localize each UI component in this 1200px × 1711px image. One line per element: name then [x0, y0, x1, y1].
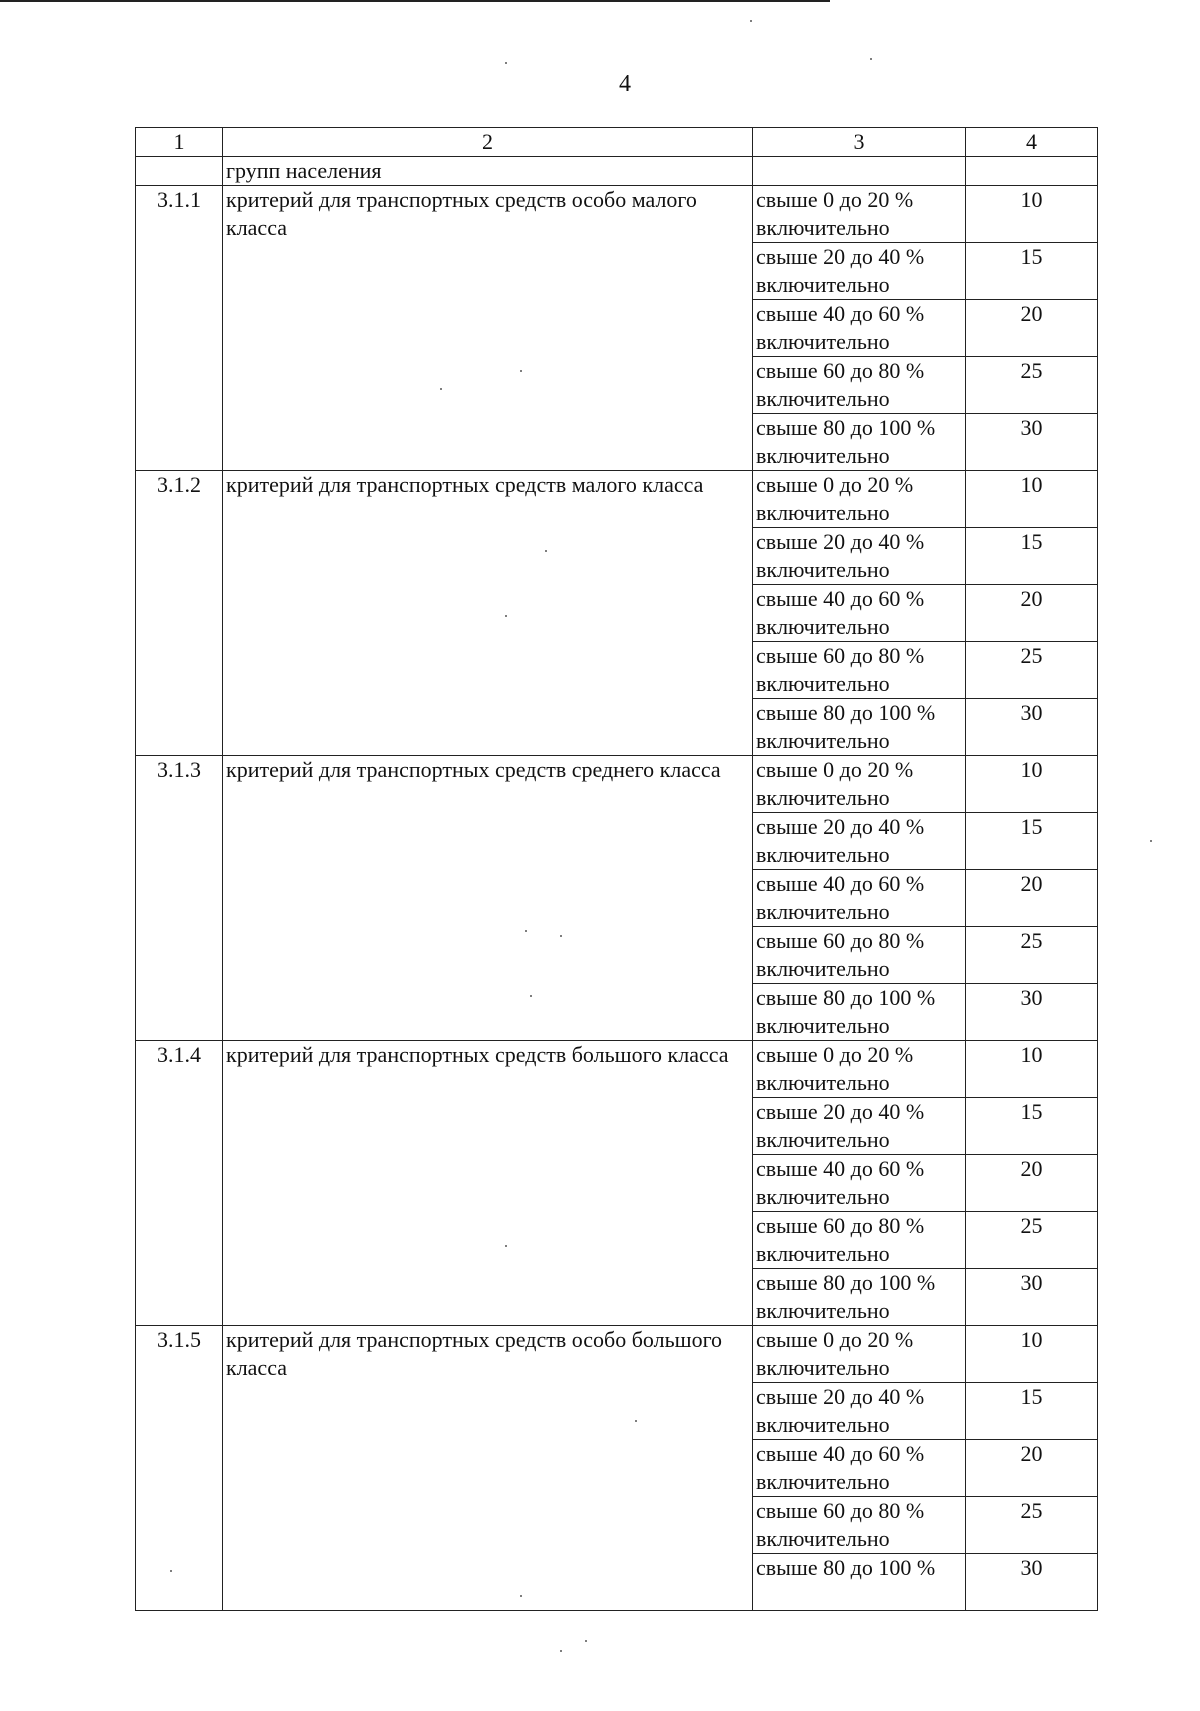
- scan-speck: [530, 995, 532, 997]
- table-row: [136, 186, 1098, 243]
- column-header-3: 3: [753, 128, 966, 157]
- score-cell: 20: [966, 1155, 1098, 1212]
- score-cell: 30: [966, 1554, 1098, 1611]
- scan-speck: [750, 20, 752, 22]
- scan-speck: [520, 1595, 522, 1597]
- scan-speck: [525, 930, 527, 932]
- score-cell: 15: [966, 243, 1098, 300]
- criterion-description: критерий для транспортных средств большого класса: [223, 1041, 753, 1326]
- column-header-1: 1: [136, 128, 223, 157]
- score-cell: 25: [966, 1212, 1098, 1269]
- table-header-row: [136, 128, 1098, 157]
- scan-speck: [170, 1570, 172, 1572]
- range-cell: свыше 0 до 20 % включительно: [753, 186, 966, 243]
- score-cell: 10: [966, 1041, 1098, 1098]
- score-cell: 30: [966, 414, 1098, 471]
- score-cell: 30: [966, 699, 1098, 756]
- score-cell: 20: [966, 870, 1098, 927]
- scan-speck: [585, 1640, 587, 1642]
- score-cell: 10: [966, 471, 1098, 528]
- criterion-number: 3.1.2: [136, 471, 223, 756]
- score-cell: 10: [966, 756, 1098, 813]
- score-cell: 20: [966, 300, 1098, 357]
- score-cell: 25: [966, 642, 1098, 699]
- continuation-value-cell: [966, 157, 1098, 186]
- score-cell: 20: [966, 1440, 1098, 1497]
- criterion-number: 3.1.3: [136, 756, 223, 1041]
- range-cell: свыше 60 до 80 % включительно: [753, 1497, 966, 1554]
- criterion-description: критерий для транспортных средств среднего класса: [223, 756, 753, 1041]
- score-cell: 30: [966, 1269, 1098, 1326]
- score-cell: 15: [966, 813, 1098, 870]
- range-cell: свыше 20 до 40 % включительно: [753, 528, 966, 585]
- range-cell: свыше 60 до 80 % включительно: [753, 1212, 966, 1269]
- criterion-description: критерий для транспортных средств особо малого класса: [223, 186, 753, 471]
- table-row: [136, 756, 1098, 813]
- criteria-table: [135, 127, 1098, 1611]
- range-cell: свыше 60 до 80 % включительно: [753, 642, 966, 699]
- range-cell: свыше 80 до 100 % включительно: [753, 699, 966, 756]
- criteria-table-body: [136, 128, 1098, 1611]
- continuation-range-cell: [753, 157, 966, 186]
- table-row: [136, 471, 1098, 528]
- score-cell: 25: [966, 1497, 1098, 1554]
- range-cell: свыше 0 до 20 % включительно: [753, 1041, 966, 1098]
- criterion-number: 3.1.5: [136, 1326, 223, 1611]
- criterion-number: 3.1.1: [136, 186, 223, 471]
- scan-speck: [635, 1420, 637, 1422]
- column-header-4: 4: [966, 128, 1098, 157]
- range-cell: свыше 20 до 40 % включительно: [753, 1098, 966, 1155]
- criterion-description: критерий для транспортных средств особо большого класса: [223, 1326, 753, 1611]
- score-cell: 15: [966, 528, 1098, 585]
- scan-speck: [545, 550, 547, 552]
- score-cell: 15: [966, 1098, 1098, 1155]
- continuation-number-cell: [136, 157, 223, 186]
- range-cell: свыше 60 до 80 % включительно: [753, 357, 966, 414]
- range-cell: свыше 80 до 100 % включительно: [753, 984, 966, 1041]
- scan-speck: [520, 370, 522, 372]
- range-cell: свыше 40 до 60 % включительно: [753, 300, 966, 357]
- score-cell: 10: [966, 1326, 1098, 1383]
- range-cell: свыше 20 до 40 % включительно: [753, 1383, 966, 1440]
- score-cell: 30: [966, 984, 1098, 1041]
- range-cell: свыше 40 до 60 % включительно: [753, 870, 966, 927]
- range-cell: свыше 60 до 80 % включительно: [753, 927, 966, 984]
- score-cell: 25: [966, 357, 1098, 414]
- scan-speck: [440, 388, 442, 390]
- page-number: 4: [619, 71, 631, 97]
- scan-speck: [505, 1245, 507, 1247]
- scan-speck: [560, 935, 562, 937]
- top-border-line: [0, 0, 830, 2]
- score-cell: 20: [966, 585, 1098, 642]
- continuation-text: групп населения: [223, 157, 753, 186]
- range-cell: свыше 40 до 60 % включительно: [753, 1155, 966, 1212]
- range-cell: свыше 80 до 100 % включительно: [753, 1269, 966, 1326]
- range-cell: свыше 0 до 20 % включительно: [753, 471, 966, 528]
- column-header-2: 2: [223, 128, 753, 157]
- range-cell: свыше 80 до 100 % включительно: [753, 414, 966, 471]
- scan-speck: [870, 58, 872, 60]
- criterion-description: критерий для транспортных средств малого класса: [223, 471, 753, 756]
- scan-speck: [505, 62, 507, 64]
- criterion-number: 3.1.4: [136, 1041, 223, 1326]
- range-cell: свыше 40 до 60 % включительно: [753, 1440, 966, 1497]
- scan-speck: [560, 1650, 562, 1652]
- table-row: [136, 1326, 1098, 1383]
- table-row: [136, 1041, 1098, 1098]
- score-cell: 15: [966, 1383, 1098, 1440]
- range-cell: свыше 0 до 20 % включительно: [753, 756, 966, 813]
- range-cell: свыше 20 до 40 % включительно: [753, 243, 966, 300]
- continuation-row: [136, 157, 1098, 186]
- range-cell: свыше 80 до 100 %: [753, 1554, 966, 1611]
- score-cell: 10: [966, 186, 1098, 243]
- range-cell: свыше 0 до 20 % включительно: [753, 1326, 966, 1383]
- range-cell: свыше 40 до 60 % включительно: [753, 585, 966, 642]
- scan-speck: [505, 615, 507, 617]
- range-cell: свыше 20 до 40 % включительно: [753, 813, 966, 870]
- score-cell: 25: [966, 927, 1098, 984]
- scan-speck: [1150, 840, 1152, 842]
